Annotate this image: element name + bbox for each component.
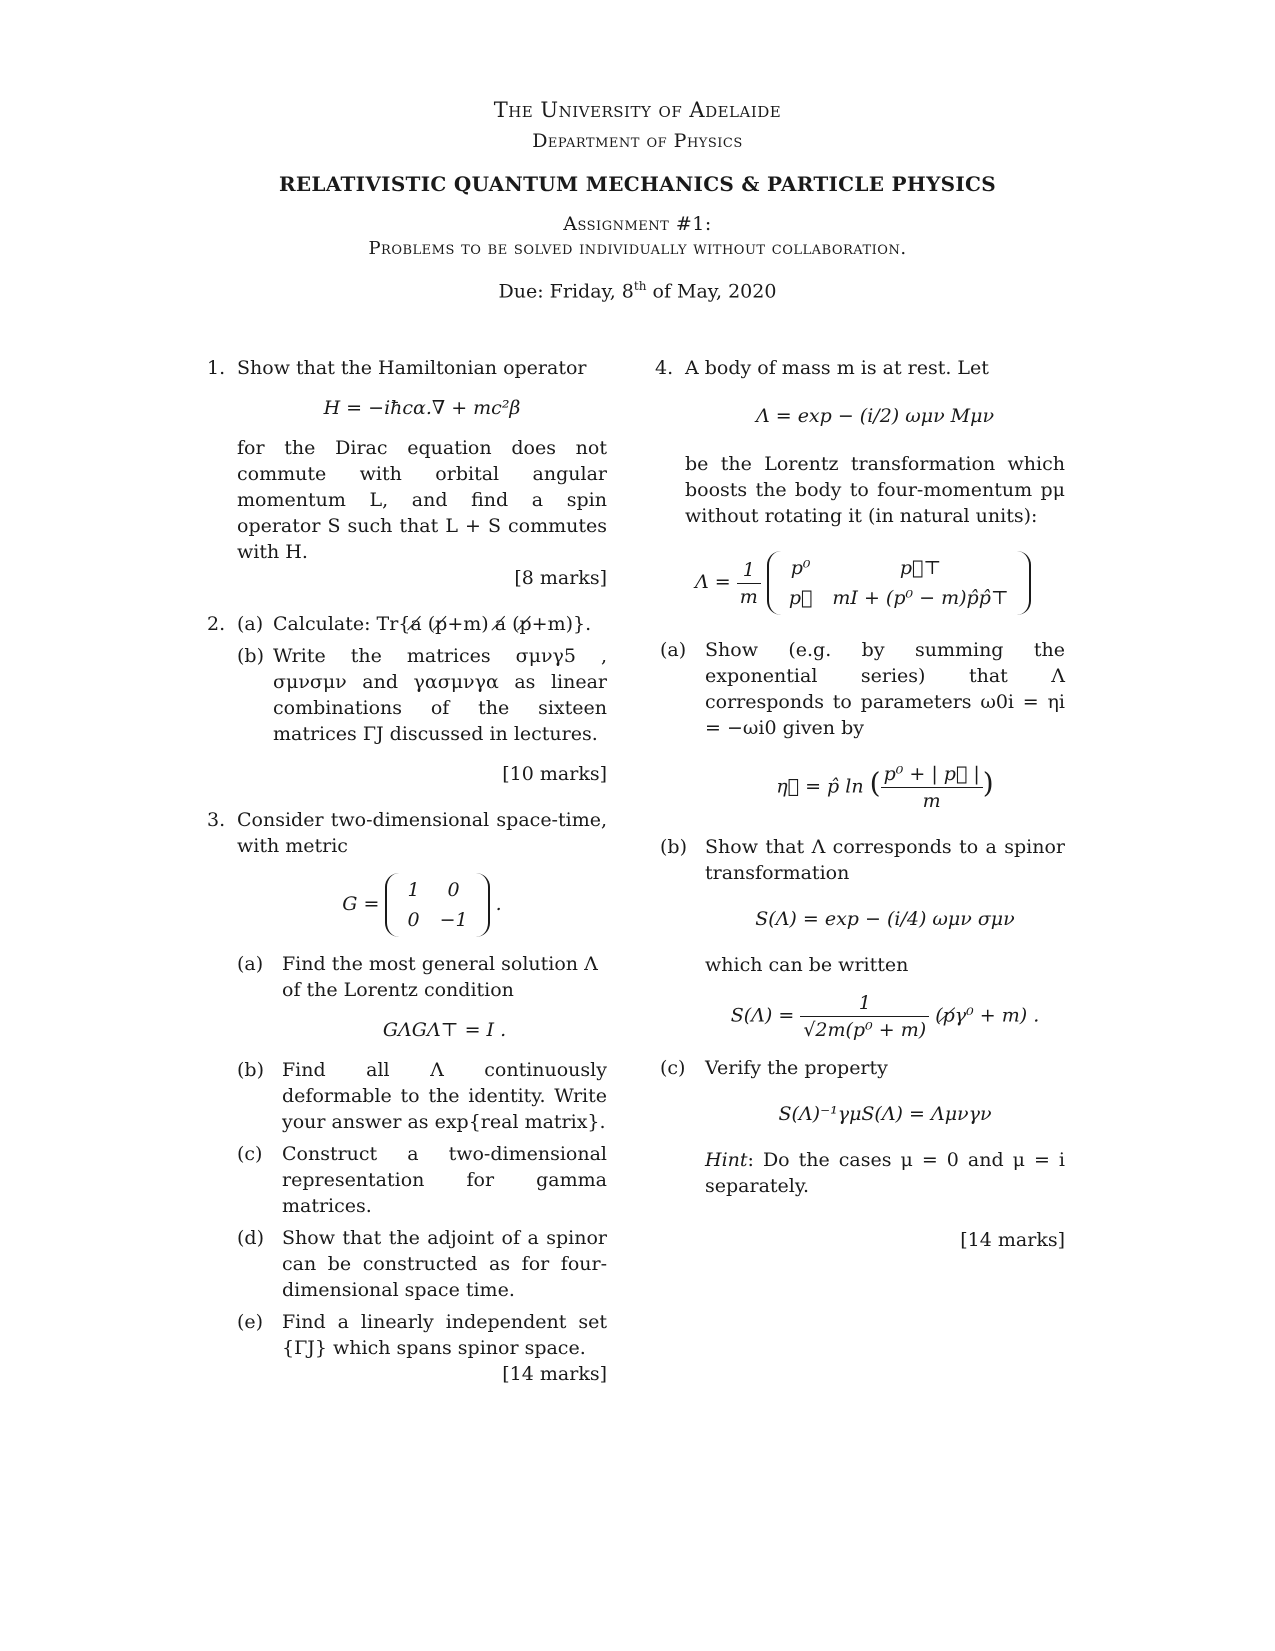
hint-text: : Do the cases μ = 0 and μ = i separately.: [705, 1149, 1065, 1197]
question-4b-text: Show that Λ corresponds to a spinor transformation: [705, 836, 1065, 884]
due-suffix: of May, 2020: [646, 280, 777, 303]
metric-cell: 0: [407, 909, 420, 931]
question-3c-label: (c): [237, 1143, 263, 1165]
question-3a-text: Find the most general solution Λ of the Lorentz condition: [282, 953, 598, 1001]
question-3a: [237, 951, 607, 1043]
question-3d-text: Show that the adjoint of a spinor can be constructed as for four-dimensional space time.: [282, 1227, 607, 1301]
question-2a-text: Calculate: Tr{a̸ (p̸+m) a̸ (p̸+m)}.: [273, 613, 592, 635]
question-1: [207, 355, 607, 591]
spinor-left: S(Λ) =: [730, 1004, 795, 1027]
eta-fraction: [881, 761, 983, 814]
spinor-fraction: [800, 990, 929, 1043]
boost-cell: p⃗: [788, 587, 813, 609]
metric-equation: [237, 873, 607, 937]
metric-matrix: [385, 873, 489, 937]
boost-cell: p⁰: [790, 557, 811, 579]
question-3a-label: (a): [237, 953, 264, 975]
hint-label: Hint: [705, 1149, 748, 1171]
question-4-marks: [14 marks]: [960, 1229, 1065, 1251]
question-3d: [237, 1225, 607, 1303]
boost-frac-bottom: m: [739, 585, 758, 608]
question-1-intro: Show that the Hamiltonian operator: [237, 357, 587, 379]
question-2a: [237, 611, 607, 637]
assignment-title: Assignment #1:: [563, 213, 712, 235]
eta-left: η⃗ = p̂ ln: [776, 775, 864, 798]
question-2a-label: (a): [237, 613, 264, 635]
spinor-right: (p̸γ⁰ + m) .: [935, 1004, 1040, 1027]
question-4a: [660, 637, 1065, 814]
question-1-number: 1.: [207, 357, 226, 379]
hamiltonian-equation: H = −iħcα.∇ + mc²β: [323, 397, 521, 419]
question-2b-label: (b): [237, 645, 264, 667]
metric-cell: 0: [447, 879, 460, 901]
question-3e-label: (e): [237, 1311, 264, 1333]
eta-frac-top: p⁰ + | p⃗ |: [881, 761, 983, 788]
question-4b: [660, 834, 1065, 1043]
lorentz-condition: GΛGΛ⊤ = I .: [382, 1019, 507, 1041]
boost-matrix-equation: [695, 551, 1065, 615]
left-column: [207, 355, 607, 1387]
course-title: RELATIVISTIC QUANTUM MECHANICS & PARTICLE PHYSICS: [278, 172, 997, 196]
question-3: [207, 807, 607, 1387]
boost-label: Λ =: [695, 571, 731, 593]
spinor-frac-bottom: √2m(p⁰ + m): [803, 1019, 927, 1041]
metric-cell: 1: [407, 879, 420, 901]
question-3d-label: (d): [237, 1227, 264, 1249]
question-4c-text: Verify the property: [705, 1057, 888, 1079]
metric-end: .: [495, 893, 502, 915]
question-1-marks: [8 marks]: [514, 567, 607, 589]
spinor-closed-equation: [705, 990, 1065, 1043]
question-3c-text: Construct a two-dimensional representation for gamma matrices.: [282, 1143, 607, 1217]
department-name: Department of Physics: [532, 130, 743, 152]
question-3b: [237, 1057, 607, 1135]
question-3c: [237, 1141, 607, 1219]
assignment-instructions: Problems to be solved individually without collaboration.: [368, 238, 907, 259]
boost-cell: mI + (p⁰ − m)p̂p̂⊤: [832, 587, 1009, 609]
question-3e: [237, 1309, 607, 1361]
question-2-marks: [10 marks]: [502, 763, 607, 785]
boost-matrix: [767, 551, 1031, 615]
question-2b-text: Write the matrices σμνγ5 , σμνσμν and γασμνγα as linear combinations of the sixteen matrices ΓJ discussed in lectures.: [273, 645, 607, 745]
spinor-frac-top: 1: [800, 990, 929, 1017]
question-4b-label: (b): [660, 836, 687, 858]
property-equation: S(Λ)⁻¹γμS(Λ) = Λμνγν: [778, 1103, 992, 1125]
question-3b-label: (b): [237, 1059, 264, 1081]
due-date: [0, 279, 1275, 302]
due-prefix: Due: Friday, 8: [498, 280, 634, 303]
question-3b-text: Find all Λ continuously deformable to the identity. Write your answer as exp{real matrix}.: [282, 1059, 607, 1133]
boost-cell: p⃗⊤: [899, 557, 942, 579]
eta-equation: η⃗ = p̂ ln ( $\frac{\text{p⁰ + | p⃗ |}}{m}$ ): [776, 763, 994, 812]
question-4a-label: (a): [660, 639, 687, 661]
question-4c: [660, 1055, 1065, 1199]
question-4c-label: (c): [660, 1057, 686, 1079]
question-2: [207, 611, 607, 787]
question-4b-text2: which can be written: [705, 954, 909, 976]
right-column: [655, 355, 1065, 1253]
boost-frac-top: 1: [737, 557, 761, 584]
spinor-exp-equation: S(Λ) = exp − (i/4) ωμν σμν: [755, 908, 1015, 930]
question-3-marks: [14 marks]: [502, 1363, 607, 1385]
university-name: The University of Adelaide: [493, 98, 782, 122]
lorentz-exp-equation: Λ = exp − (i/2) ωμν Mμν: [755, 405, 995, 427]
question-3e-text: Find a linearly independent set {ΓJ} which spans spinor space.: [282, 1311, 607, 1359]
question-2b: [237, 643, 607, 747]
metric-label: G =: [342, 893, 380, 915]
question-4-intro: A body of mass m is at rest. Let: [685, 357, 989, 379]
question-3-number: 3.: [207, 809, 226, 831]
question-2-number: 2.: [207, 613, 226, 635]
question-3-intro: Consider two-dimensional space-time, with metric: [237, 809, 607, 857]
metric-cell: −1: [439, 909, 468, 931]
boost-fraction: [737, 557, 761, 610]
due-sup: th: [633, 279, 647, 293]
question-4: [655, 355, 1065, 1253]
question-1-body: for the Dirac equation does not commute with orbital angular momentum L, and find a spin operator S such that L + S commutes with H.: [237, 437, 607, 563]
question-4-body: be the Lorentz transformation which boosts the body to four-momentum pμ without rotating it (in natural units):: [685, 453, 1065, 527]
hint: [705, 1147, 1065, 1199]
eta-frac-bottom: m: [922, 790, 941, 812]
question-4a-text: Show (e.g. by summing the exponential series) that Λ corresponds to parameters ω0i = ηi = −ωi0 given by: [705, 639, 1065, 739]
question-4-number: 4.: [655, 357, 674, 379]
